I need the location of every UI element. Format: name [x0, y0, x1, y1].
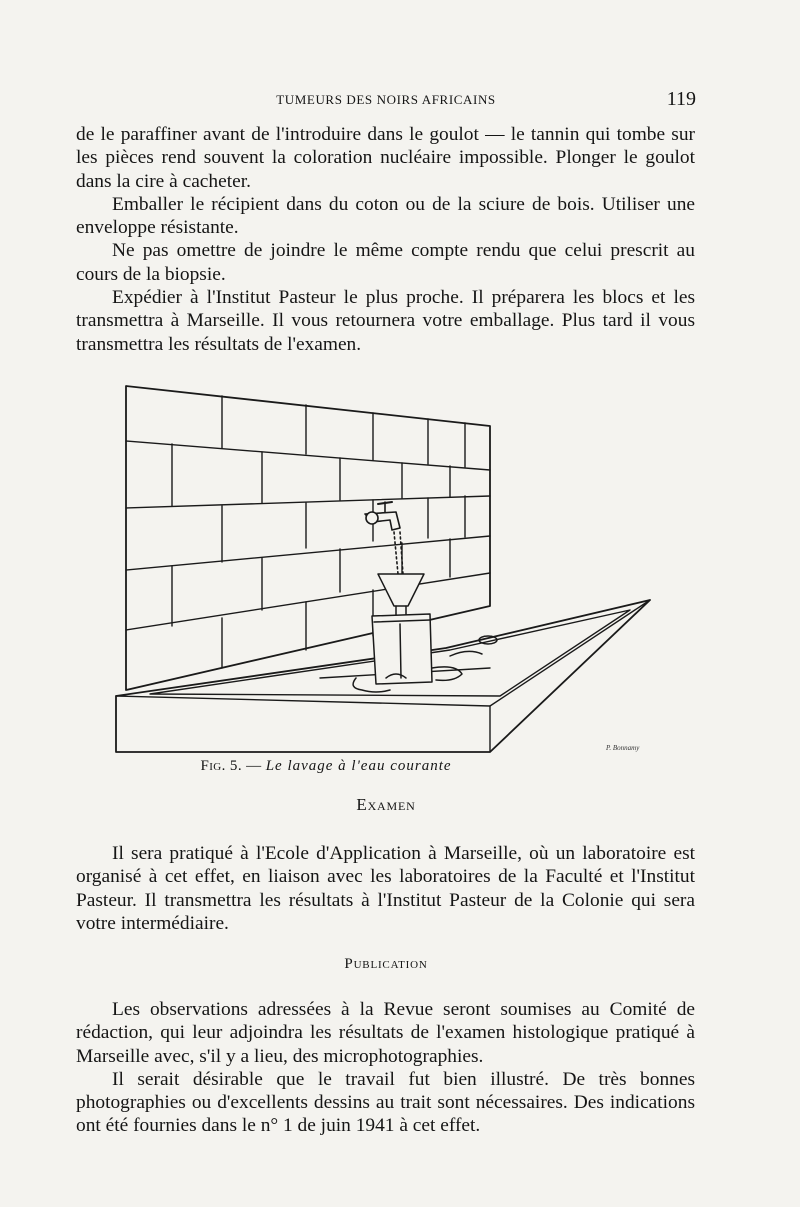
paragraph: Il serait désirable que le travail fut bien illustré. De très bonnes photographies ou d'excellents dessins au trait sont nécessaires. Des indications ont été fournies dans le n° 1 de juin 1941 à cet effet. [76, 1068, 695, 1137]
tiled-wall [126, 386, 490, 690]
paragraph: Les observations adressées à la Revue seront soumises au Comité de rédaction, qui leur adjoindra les résultats de l'examen histologique pratiqué à Marseille avec, s'il y a lieu, des microphotographies. [76, 999, 695, 1067]
section-title-publication: Publication [344, 956, 428, 972]
washing-illustration [110, 378, 670, 758]
paragraph: Emballer le récipient dans du coton ou de la sciure de bois. Utiliser une enveloppe résistante. [76, 193, 695, 239]
examen-text-block [76, 842, 695, 935]
figure-illustration [110, 378, 670, 758]
figure-label: Fig. 5. [200, 758, 242, 774]
page-number: 119 [666, 88, 696, 110]
paragraph: Ne pas omettre de joindre le même compte rendu que celui prescrit au cours de la biopsie. [76, 240, 695, 285]
paragraph: de le paraffiner avant de l'introduire dans le goulot — le tannin qui tombe sur les pièces rend souvent la coloration nucléaire impossible. Plonger le goulot dans la cire à cacheter. [76, 124, 695, 192]
section-title-examen: Examen [356, 795, 416, 814]
figure-caption [76, 758, 576, 775]
figure-title: Le lavage à l'eau courante [265, 758, 452, 774]
publication-text-block [76, 998, 695, 1138]
running-head [76, 88, 696, 112]
paragraph: Expédier à l'Institut Pasteur le plus proche. Il préparera les blocs et les transmettra à Marseille. Il vous retournera votre emballage. Plus tard il vous transmettra les résultats de l'examen. [76, 287, 695, 355]
running-title: TUMEURS DES NOIRS AFRICAINS [276, 92, 496, 107]
faucet-icon [365, 502, 403, 574]
figure-credit: P. Bonnamy [606, 744, 640, 752]
intro-text-block [76, 123, 695, 356]
paragraph: Il sera pratiqué à l'Ecole d'Application à Marseille, où un laboratoire est organisé à cet effet, en liaison avec les laboratoires de la Faculté et l'Institut Pasteur. Il transmettra les résultats à l'Institut Pasteur de la Colonie qui sera votre intermédiaire. [76, 843, 695, 934]
caption-dash: — [246, 758, 262, 774]
